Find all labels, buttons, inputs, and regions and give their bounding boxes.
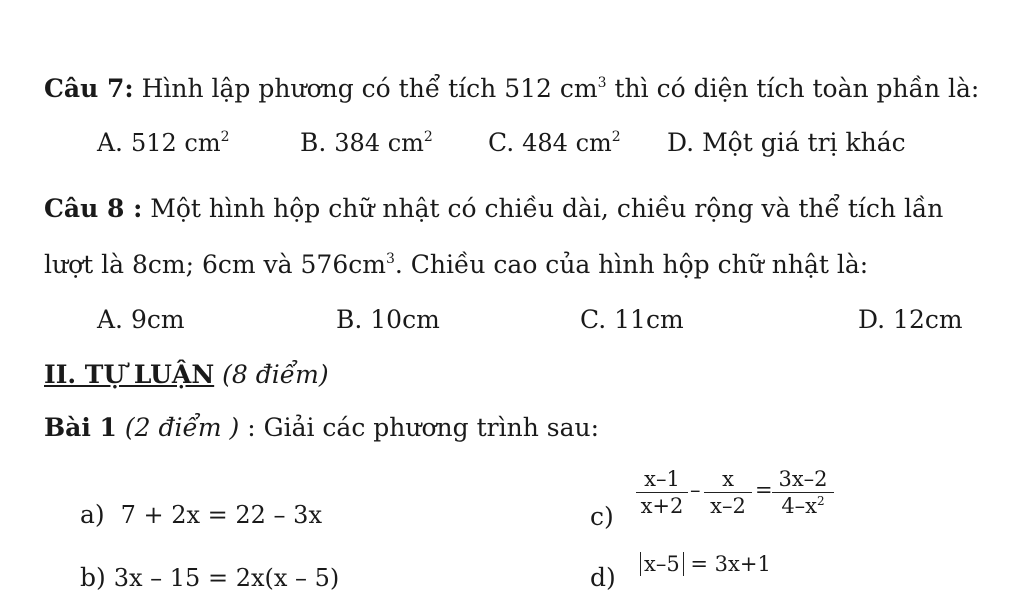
fraction-3: $\frac{3x-2}{4-x^2}$ — [772, 466, 834, 519]
section-heading: II. TỰ LUẬN (8 điểm) — [44, 360, 329, 389]
question-7-label: Câu 7: — [44, 74, 134, 103]
question-8-label: Câu 8 : — [44, 194, 143, 223]
fraction-1: $\frac{x-1}{x+2}$ — [636, 466, 688, 519]
q8-option-c: C. 11cm — [580, 305, 684, 334]
equals-sign: = — [755, 478, 773, 502]
fraction-2: $\frac{x}{x-2}$ — [704, 466, 752, 519]
equation-d-label: d) — [590, 563, 616, 592]
equation-d: x–5 = 3x+1 — [640, 552, 771, 576]
minus-sign: – — [690, 478, 701, 502]
question-8-line1: Câu 8 : Một hình hộp chữ nhật có chiều dài, chiều rộng và thể tích lần — [44, 194, 944, 223]
question-8-line2: lượt là 8cm; 6cm và $576cm^3$. Chiều cao của hình hộp chữ nhật là: — [44, 250, 869, 279]
exercise-1-line: Bài 1 (2 điểm ) : Giải các phương trình sau: — [44, 413, 599, 442]
equation-b: b) 3x – 15 = 2x(x – 5) — [80, 563, 340, 592]
q8-option-b: B. 10cm — [336, 305, 440, 334]
q8-option-d: D. 12cm — [858, 305, 963, 334]
q7-option-a: A. 512 $cm^2$ — [97, 128, 230, 157]
question-7-line — [44, 74, 979, 104]
absolute-value: x–5 — [640, 552, 684, 576]
q7-option-b: B. 384 $cm^2$ — [300, 128, 433, 157]
q7-option-d: D. Một giá trị khác — [667, 128, 906, 157]
equation-c-label: c) — [590, 502, 614, 531]
q8-option-a: A. 9cm — [97, 305, 185, 334]
equation-a: a) 7 + 2x = 22 – 3x — [80, 500, 322, 529]
q7-option-c: C. 484 $cm^2$ — [488, 128, 621, 157]
question-7-text: Hình lập phương có thể tích 512 $cm^3$ thì có diện tích toàn phần là: — [141, 74, 980, 103]
